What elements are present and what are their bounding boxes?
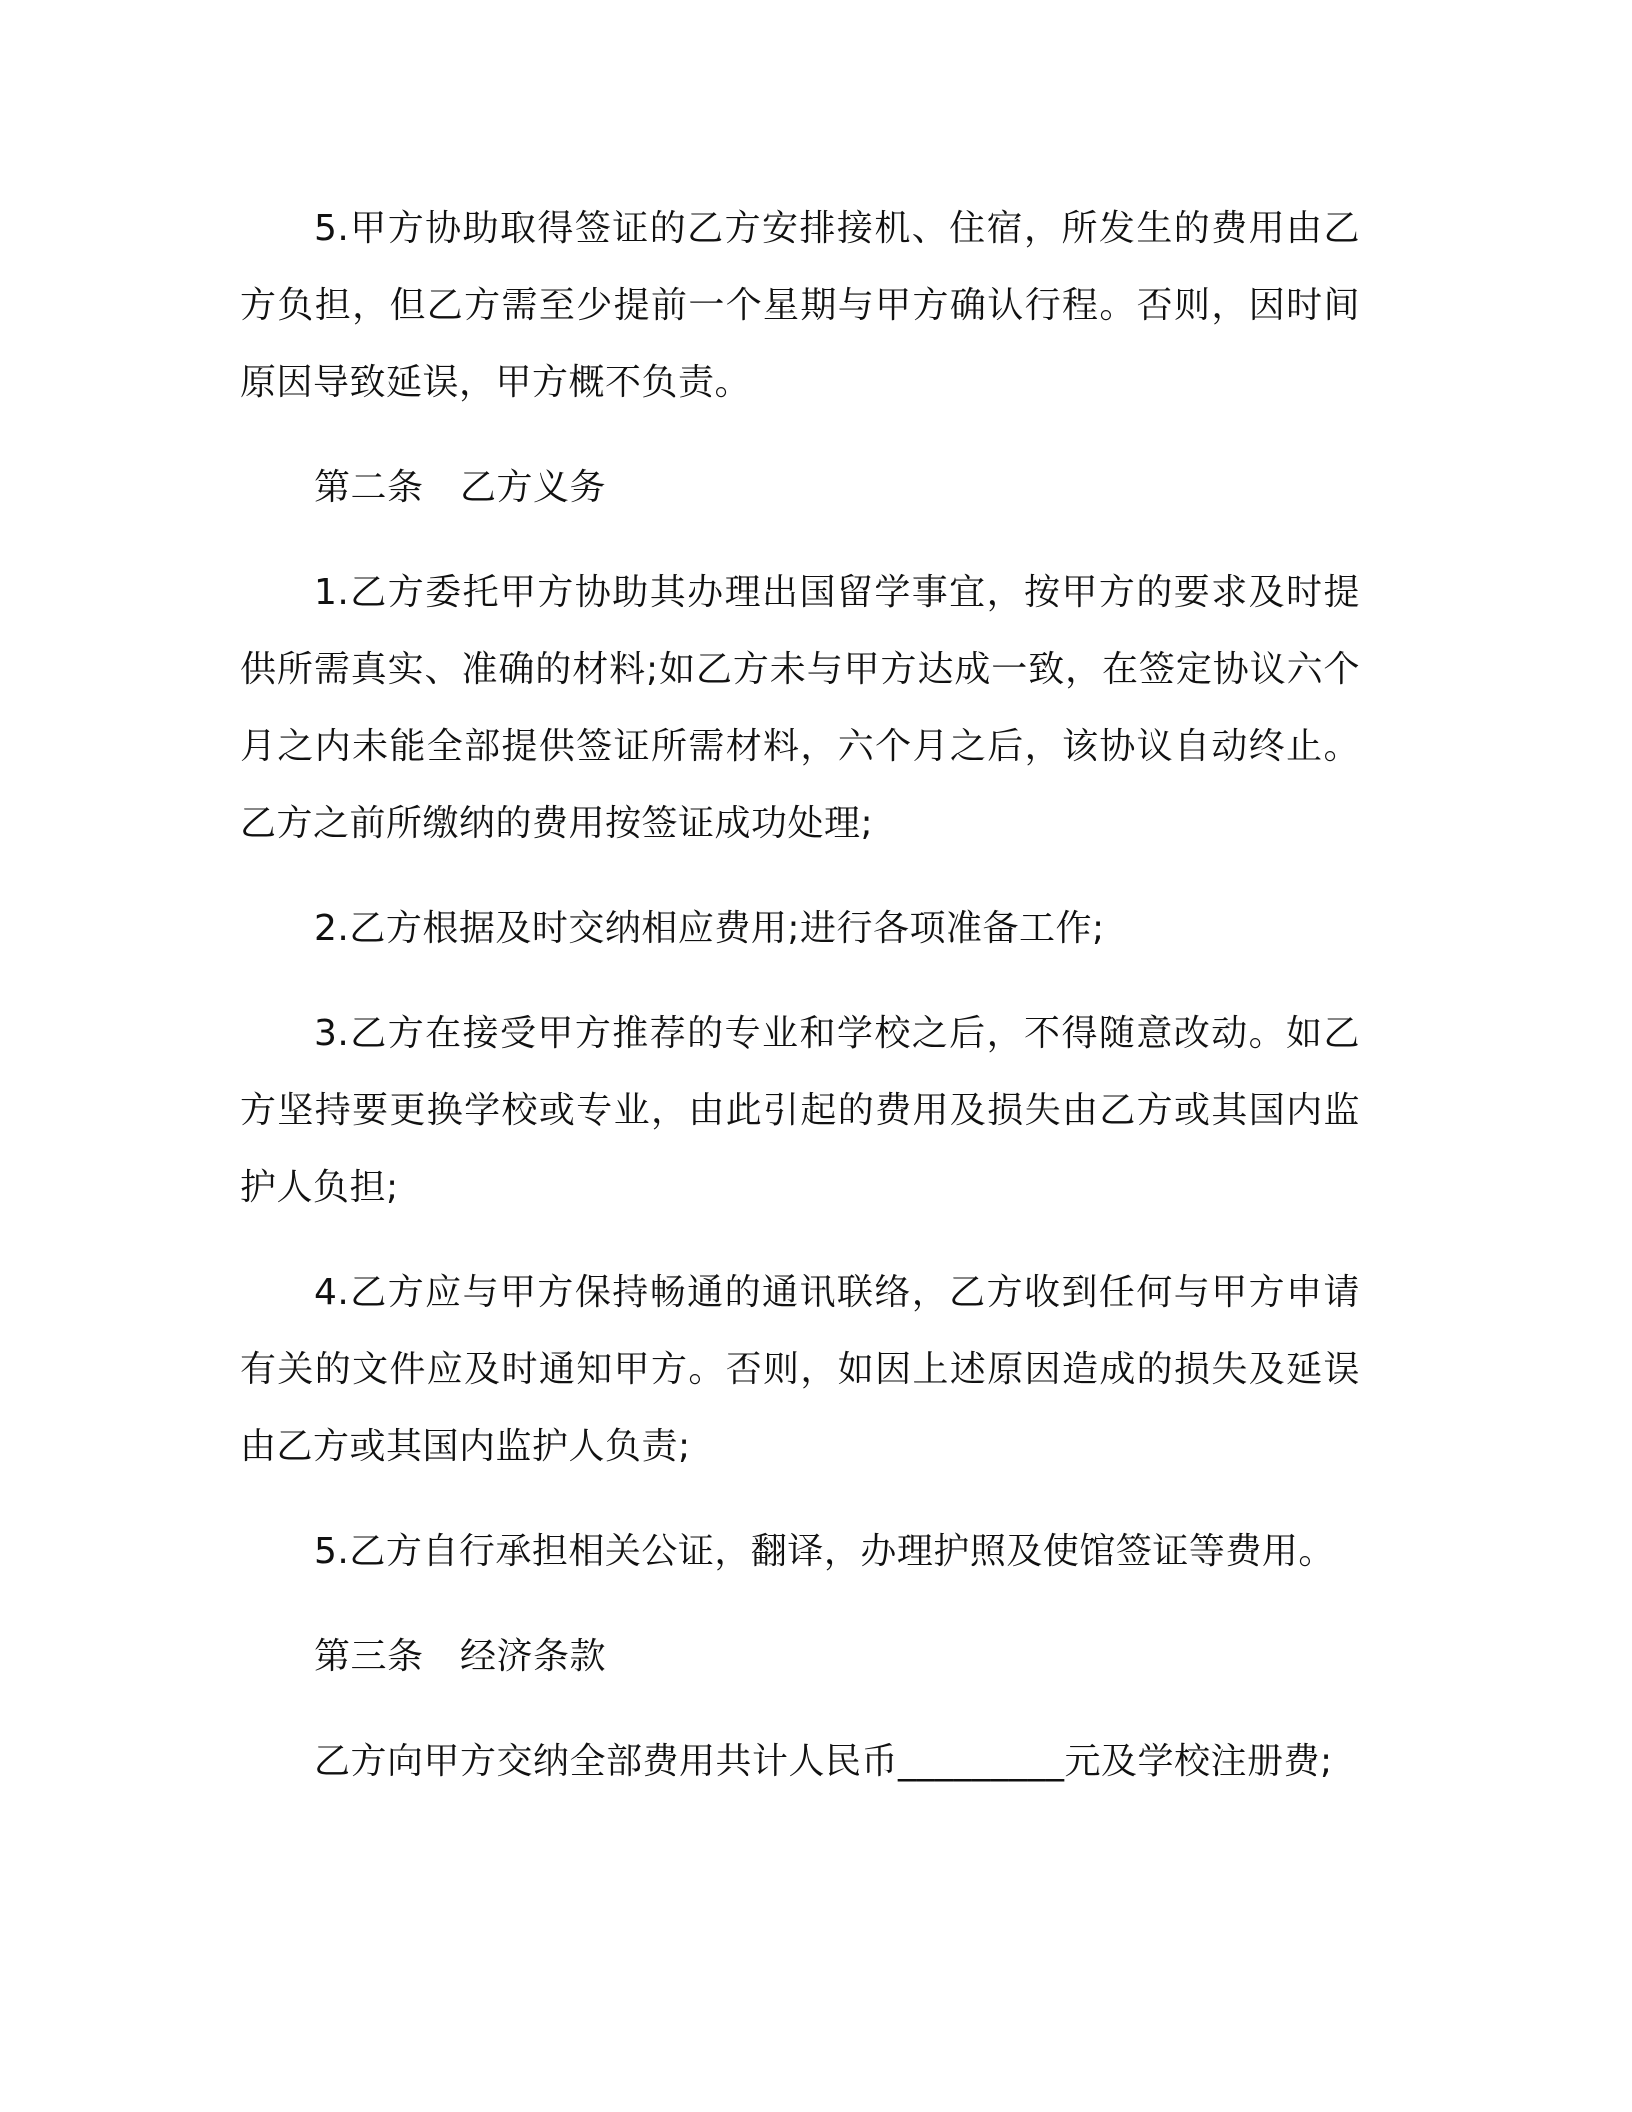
paragraph-fees: 2.乙方根据及时交纳相应费用;进行各项准备工作; bbox=[314, 908, 1105, 949]
document-body bbox=[240, 190, 1360, 1800]
paragraph-notary-costs: 5.乙方自行承担相关公证，翻译，办理护照及使馆签证等费用。 bbox=[314, 1531, 1335, 1572]
paragraph-communication: 4.乙方应与甲方保持畅通的通讯联络，乙方收到任何与甲方申请有关的文件应及时通知甲方。否则，如因上述原因造成的损失及延误由乙方或其国内监护人负责; bbox=[240, 1272, 1360, 1467]
paragraph-spacer bbox=[240, 862, 1360, 890]
article-heading-party-b-obligations: 第二条 乙方义务 bbox=[314, 467, 607, 508]
paragraph-spacer bbox=[240, 1485, 1360, 1513]
paragraph-spacer bbox=[240, 1226, 1360, 1254]
paragraph-school-change: 3.乙方在接受甲方推荐的专业和学校之后，不得随意改动。如乙方坚持要更换学校或专业，由此引起的费用及损失由乙方或其国内监护人负担; bbox=[240, 1013, 1360, 1208]
paragraph-spacer bbox=[240, 967, 1360, 995]
paragraph-spacer bbox=[240, 1695, 1360, 1723]
paragraph-total-fee: 乙方向甲方交纳全部费用共计人民币_________元及学校注册费; bbox=[314, 1741, 1333, 1782]
paragraph-spacer bbox=[240, 1590, 1360, 1618]
paragraph-spacer bbox=[240, 526, 1360, 554]
article-heading-economic-terms: 第三条 经济条款 bbox=[314, 1636, 607, 1677]
paragraph-pickup-accommodation: 5.甲方协助取得签证的乙方安排接机、住宿，所发生的费用由乙方负担，但乙方需至少提前一个星期与甲方确认行程。否则，因时间原因导致延误，甲方概不负责。 bbox=[240, 208, 1360, 403]
paragraph-spacer bbox=[240, 421, 1360, 449]
paragraph-materials: 1.乙方委托甲方协助其办理出国留学事宜，按甲方的要求及时提供所需真实、准确的材料;如乙方未与甲方达成一致，在签定协议六个月之内未能全部提供签证所需材料，六个月之后，该协议自动终止。乙方之前所缴纳的费用按签证成功处理; bbox=[240, 572, 1360, 844]
